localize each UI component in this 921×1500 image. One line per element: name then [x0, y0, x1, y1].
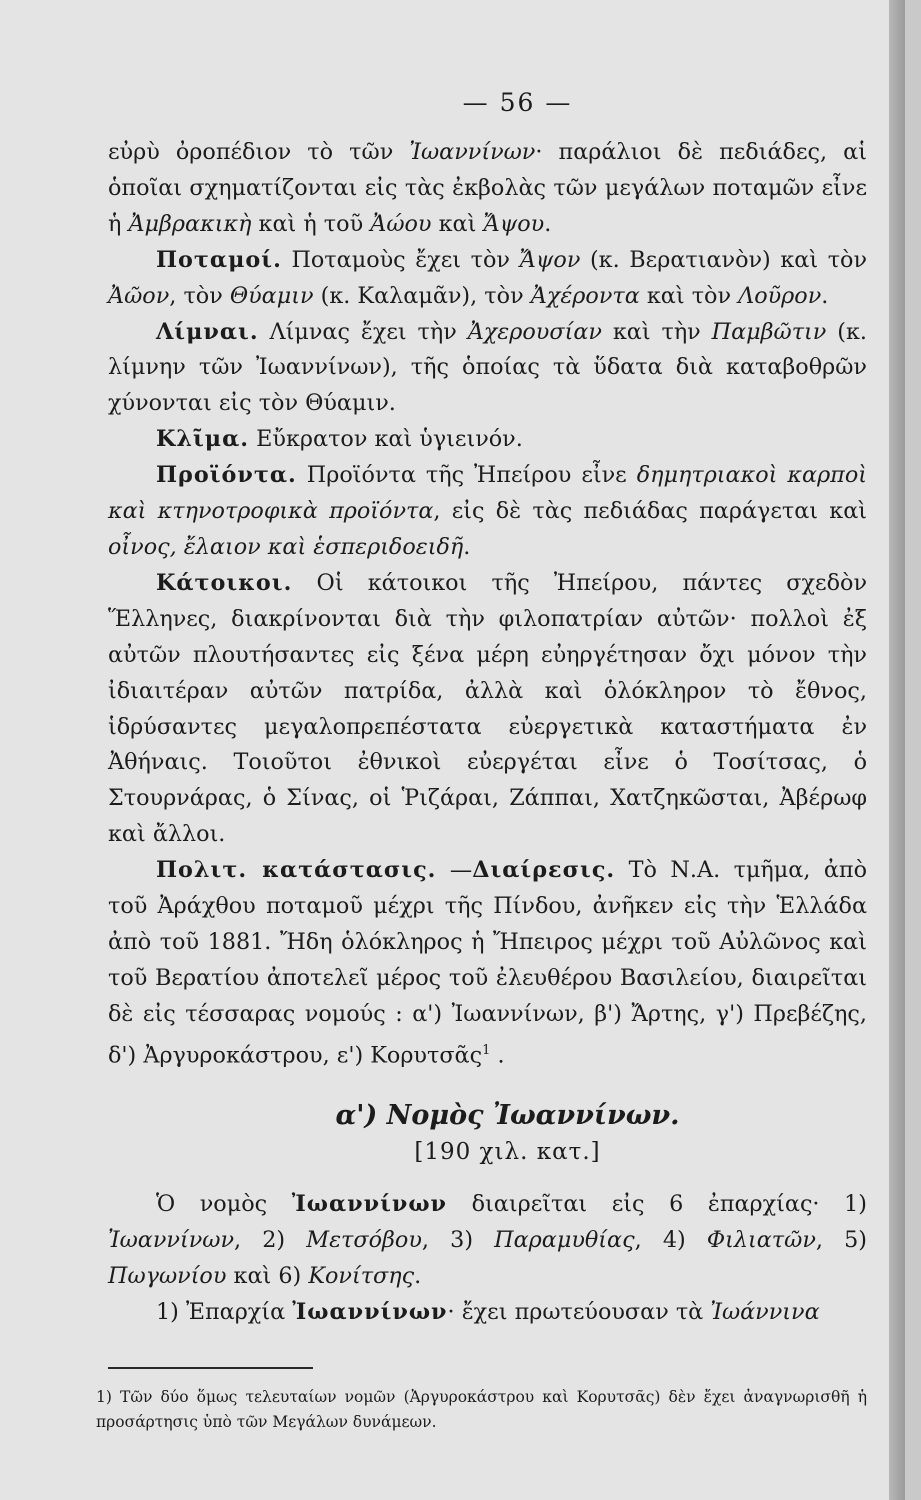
heading-climate: Κλῖμα.: [156, 426, 250, 453]
text-run: —: [436, 857, 473, 884]
text-run: (κ. Βερατιανὸν) καὶ τὸν: [580, 246, 868, 273]
text-run: Ἄψου: [483, 210, 545, 237]
heading-political: Πολιτ. κατάστασις.: [156, 857, 437, 884]
text-run: , 5): [815, 1226, 867, 1253]
text-run: Κονίτσης: [308, 1262, 415, 1289]
paragraph-political: [108, 853, 867, 1074]
text-run: · παράλιοι δὲ πεδιάδες, αἱ ὁποῖαι σχηματίζονται εἰς τὰς ἐκβολὰς τῶν μεγάλων ποταμῶν εἶνε ἡ: [108, 139, 867, 237]
paragraph-intro: [108, 135, 867, 243]
text-run: , 2): [234, 1226, 307, 1253]
heading-inhabitants: Κάτοικοι.: [156, 569, 293, 596]
text-run: καὶ ἡ τοῦ: [251, 210, 371, 237]
text-run: .: [463, 533, 471, 560]
text-run: , τὸν: [169, 282, 230, 309]
section-title: α') Νομὸς Ἰωαννίνων.: [335, 1099, 680, 1131]
paragraph-rivers: [108, 243, 867, 315]
text-run: 1) Ἐπαρχία: [156, 1298, 293, 1325]
text-run: Εὔκρατον καὶ ὑγιεινόν.: [249, 426, 523, 453]
text-run: .: [544, 210, 552, 237]
text-run: Ἀμβρακικὴ: [128, 210, 252, 237]
text-run: Ποταμοὺς ἔχει τὸν: [281, 246, 520, 273]
text-run: Ἰωαννίνων: [291, 1190, 448, 1217]
text-run: Λίμνας ἔχει τὴν: [258, 318, 468, 345]
text-run: Ἀχερουσίαν: [467, 318, 602, 345]
text-run: καὶ τὸν: [639, 282, 739, 309]
text-run: δημητριακοὶ καρποὶ καὶ κτηνοτροφικὰ προϊόντα: [108, 462, 867, 525]
text-run: Θύαμιν: [229, 282, 314, 309]
text-run: οἶνος, ἔλαιον καὶ ἑσπεριδοειδῆ: [108, 533, 464, 560]
paragraph-products: [108, 458, 867, 566]
text-run: , εἰς δὲ τὰς πεδιάδας παράγεται καὶ: [433, 498, 868, 525]
footnote: 1) Τῶν δύο ὅμως τελευταίων νομῶν (Ἀργυροκάστρου καὶ Κορυτσᾶς) δὲν ἔχει ἀναγνωρισθῆ ἡ προσάρτησις ὑπὸ τῶν Μεγάλων δυνάμεων.: [96, 1387, 867, 1431]
text-run: · ἔχει πρωτεύουσαν τὰ: [447, 1298, 711, 1325]
text-run: διαιρεῖται εἰς 6 ἐπαρχίας· 1): [447, 1190, 867, 1217]
text-run: Ἄψον: [519, 246, 581, 273]
text-run: , 3): [421, 1226, 495, 1253]
text-run: Μετσόβου: [306, 1226, 422, 1253]
footnote-divider: [108, 1367, 313, 1369]
paragraph-eparchy: [108, 1295, 867, 1331]
text-run: Ἰωάννινα: [710, 1298, 820, 1325]
heading-rivers: Ποταμοί.: [156, 246, 282, 273]
section-area: [190 χιλ. κατ.]: [414, 1138, 601, 1165]
footnote-marker: 1: [482, 1042, 491, 1058]
text-run: Ἀῶον: [108, 282, 170, 309]
page-number: — 56 —: [462, 88, 573, 117]
paragraph-inhabitants: [108, 566, 867, 853]
text-run: Προϊόντα τῆς Ἠπείρου εἶνε: [296, 462, 637, 489]
text-run: Λοῦρον: [738, 282, 822, 309]
heading-products: Προϊόντα.: [156, 462, 297, 489]
text-run: Ἰωαννίνων: [108, 1226, 234, 1253]
text-run: Ὁ νομὸς: [156, 1190, 292, 1217]
text-run: Παραμυθίας: [494, 1226, 635, 1253]
text-run: .: [821, 282, 829, 309]
text-run: Τὸ Ν.Α. τμῆμα, ἀπὸ τοῦ Ἀράχθου ποταμοῦ μέχρι τῆς Πίνδου, ἀνῆκεν εἰς τὴν Ἑλλάδα ἀπὸ τοῦ 1881. Ἤδη ὁλόκληρος ἡ Ἤπειρος μέχρι τοῦ Αὐλῶνος καὶ τοῦ Βερατίου ἀποτελεῖ μέρος τοῦ ἐλευθέρου Βασιλείου, διαιρεῖται δὲ εἰς τέσσαρας νομούς : α') Ἰωαννίνων, β') Ἄρτης, γ') Πρεβέζης, δ') Ἀργυροκάστρου, ε') Κορυτσᾶς: [108, 857, 868, 1069]
text-run: .: [414, 1262, 422, 1289]
text-run: εὐρὺ ὀροπέδιον τὸ τῶν: [108, 139, 410, 165]
text-run: Ἰωαννίνων: [409, 139, 536, 165]
paragraph-lakes: [108, 315, 867, 423]
paragraph-nomos: [108, 1187, 867, 1295]
text-run: .: [490, 1042, 505, 1069]
page-edge: [889, 0, 905, 1500]
text-run: Φιλιατῶν: [706, 1226, 816, 1253]
text-run: Ἀχέροντα: [530, 282, 640, 309]
text-run: Πωγωνίου: [108, 1262, 227, 1289]
text-run: Οἱ κάτοικοι τῆς Ἠπείρου, πάντες σχεδὸν Ἕλληνες, διακρίνονται διὰ τὴν φιλοπατρίαν αὐτῶν· πολλοὶ ἐξ αὐτῶν πλουτήσαντες εἰς ξένα μέρη εὐηργέτησαν ὄχι μόνον τὴν ἰδιαιτέραν αὐτῶν πατρίδα, ἀλλὰ καὶ ὁλόκληρον τὸ ἔθνος, ἱδρύσαντες μεγαλοπρεπέστατα εὐεργετικὰ καταστήματα ἐν Ἀθήναις. Τοιοῦτοι ἐθνικοὶ εὐεργέται εἶνε ὁ Τοσίτσας, ὁ Στουρνάρας, ὁ Σίνας, οἱ Ῥιζάραι, Ζάππαι, Χατζηκῶσται, Ἀβέρωφ καὶ ἄλλοι.: [108, 569, 867, 848]
text-run: (κ. λίμνην τῶν Ἰωαννίνων), τῆς ὁποίας τὰ ὕδατα διὰ καταβοθρῶν χύνονται εἰς τὸν Θύαμιν.: [108, 318, 867, 417]
heading-lakes: Λίμναι.: [156, 318, 259, 345]
text-run: , 4): [634, 1226, 707, 1253]
text-run: Ἰωαννίνων: [292, 1298, 448, 1325]
text-run: καὶ τὴν: [601, 318, 712, 345]
body-text: [108, 135, 867, 1331]
text-run: καὶ 6): [226, 1262, 309, 1289]
text-run: Παμβῶτιν: [711, 318, 827, 345]
heading-division: Διαίρεσις.: [472, 857, 616, 884]
paragraph-climate: [108, 422, 867, 458]
text-run: (κ. Καλαμᾶν), τὸν: [313, 282, 531, 309]
text-run: καὶ: [431, 210, 484, 237]
text-run: Ἀώου: [370, 210, 432, 237]
